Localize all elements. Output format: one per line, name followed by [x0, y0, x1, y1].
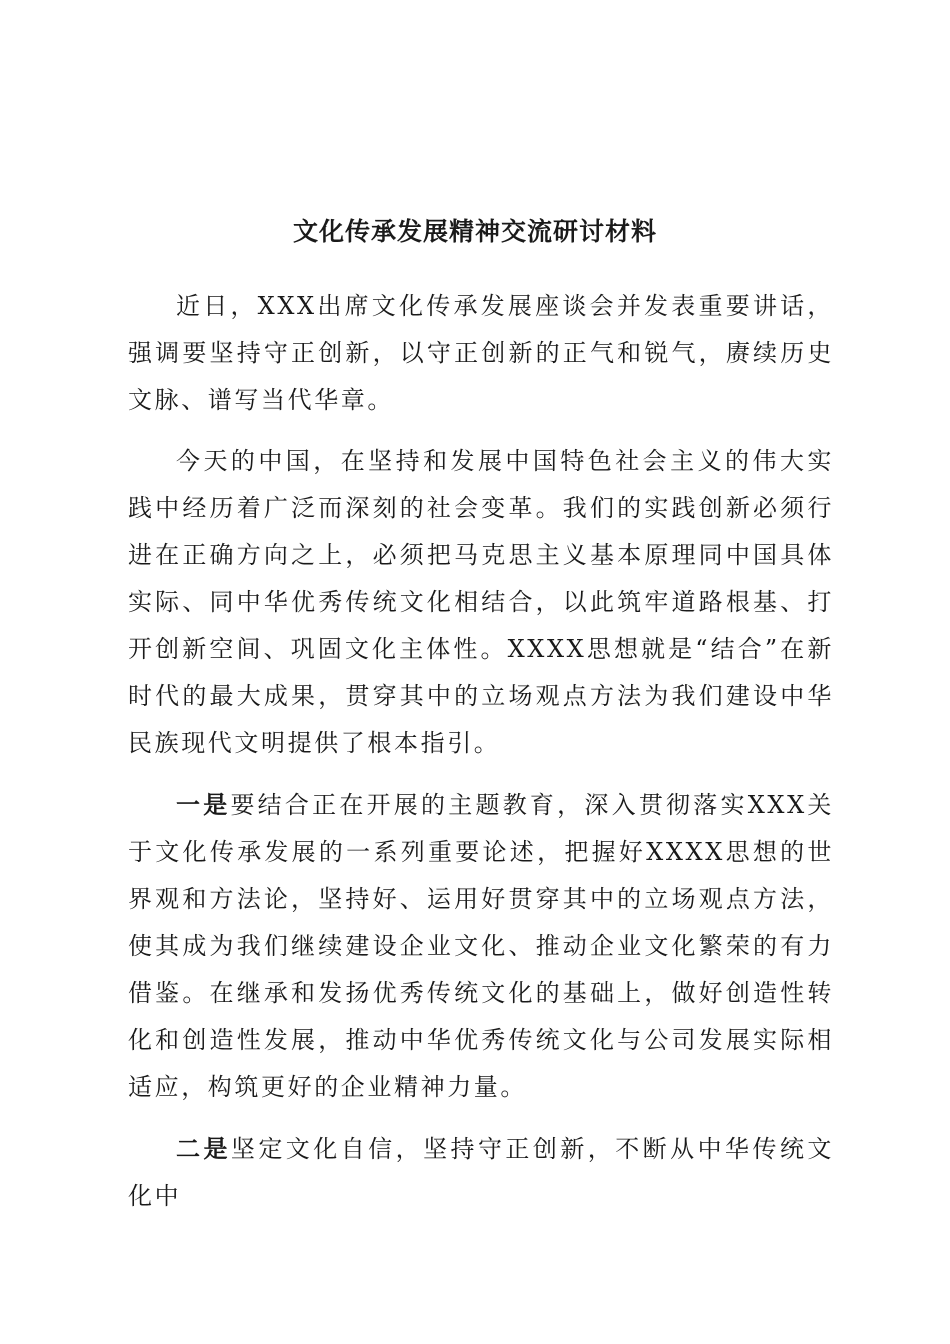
paragraph-point-one: [128, 781, 834, 1111]
paragraph-text: 今天的中国，在坚持和发展中国特色社会主义的伟大实践中经历着广泛而深刻的社会变革。我们的实践创新必须行进在正确方向之上，必须把马克思主义基本原理同中国具体实际、同中华优秀传统文化相结合，以此筑牢道路根基、打开创新空间、巩固文化主体性。XXXX思想就是“结合”在新时代的最大成果，贯穿其中的立场观点方法为我们建设中华民族现代文明提供了根本指引。: [128, 447, 834, 757]
paragraph-text: 坚定文化自信，坚持守正创新，不断从中华传统文化中: [128, 1135, 834, 1210]
paragraph-text: 要结合正在开展的主题教育，深入贯彻落实XXX关于文化传承发展的一系列重要论述，把握好XXXX思想的世界观和方法论，坚持好、运用好贯穿其中的立场观点方法，使其成为我们继续建设企业文化、推动企业文化繁荣的有力借鉴。在继承和发扬优秀传统文化的基础上，做好创造性转化和创造性发展，推动中华优秀传统文化与公司发展实际相适应，构筑更好的企业精神力量。: [128, 791, 834, 1101]
document-body: [128, 283, 834, 1234]
paragraph-intro: [128, 283, 834, 424]
paragraph-text: 近日，XXX出席文化传承发展座谈会并发表重要讲话，强调要坚持守正创新，以守正创新的正气和锐气，赓续历史文脉、谱写当代华章。: [128, 292, 834, 414]
paragraph-lead: 一是: [176, 790, 231, 819]
paragraph-point-two: [128, 1125, 834, 1220]
paragraph-context: [128, 438, 834, 767]
document-title: 文化传承发展精神交流研讨材料: [292, 217, 657, 246]
paragraph-lead: 二是: [176, 1134, 231, 1163]
